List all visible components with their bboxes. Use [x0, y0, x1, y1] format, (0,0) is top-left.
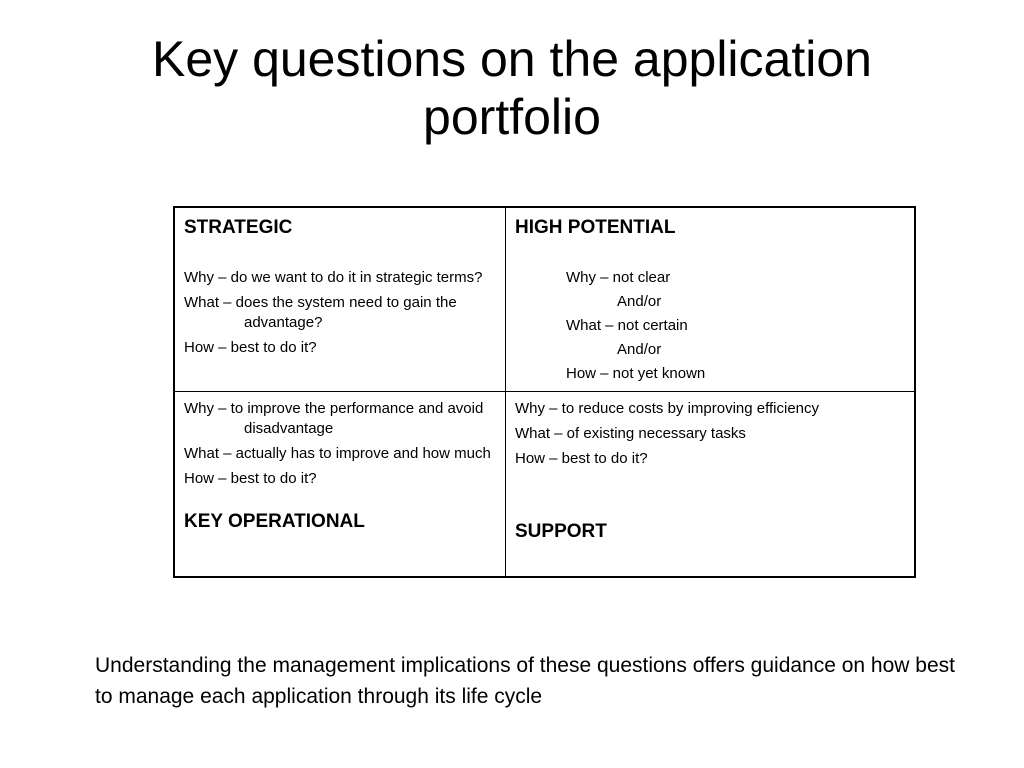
quadrant-high-potential: [515, 216, 905, 388]
quadrant-heading: HIGH POTENTIAL: [515, 217, 676, 238]
question-why: Why – do we want to do it in strategic terms?: [184, 269, 483, 286]
quadrant-heading: SUPPORT: [515, 521, 607, 542]
question-what: What – actually has to improve and how much: [184, 445, 491, 462]
matrix-horizontal-divider: [175, 391, 914, 392]
high-potential-list: [515, 268, 905, 384]
question-how: How – best to do it?: [184, 470, 317, 487]
question-what: What – of existing necessary tasks: [515, 425, 746, 442]
question-how: How – not yet known: [566, 365, 706, 382]
quadrant-strategic: [184, 216, 496, 358]
slide-title: [0, 30, 1024, 146]
question-what: What – not certain: [566, 317, 688, 334]
question-how: How – best to do it?: [184, 339, 317, 356]
connector-and-or: And/or: [617, 341, 662, 358]
quadrant-heading: KEY OPERATIONAL: [184, 511, 365, 532]
quadrant-support: [515, 399, 905, 544]
matrix-vertical-divider: [505, 208, 506, 576]
question-what: What – does the system need to gain the advantage?: [184, 294, 457, 331]
quadrant-key-operational: [184, 399, 496, 534]
question-how: How – best to do it?: [515, 450, 648, 467]
connector-and-or: And/or: [617, 293, 662, 310]
slide-footer-text: Understanding the management implications of these questions offers guidance on how best to manage each application through its life cycle: [95, 654, 955, 708]
question-why: Why – not clear: [566, 269, 671, 286]
quadrant-heading: STRATEGIC: [184, 217, 293, 238]
question-why: Why – to reduce costs by improving efficiency: [515, 400, 820, 417]
application-portfolio-matrix: [173, 206, 916, 578]
slide-title-line-1: Key questions on the application: [152, 31, 872, 87]
slide-title-line-2: portfolio: [423, 89, 601, 145]
question-why: Why – to improve the performance and avoid disadvantage: [184, 400, 484, 437]
